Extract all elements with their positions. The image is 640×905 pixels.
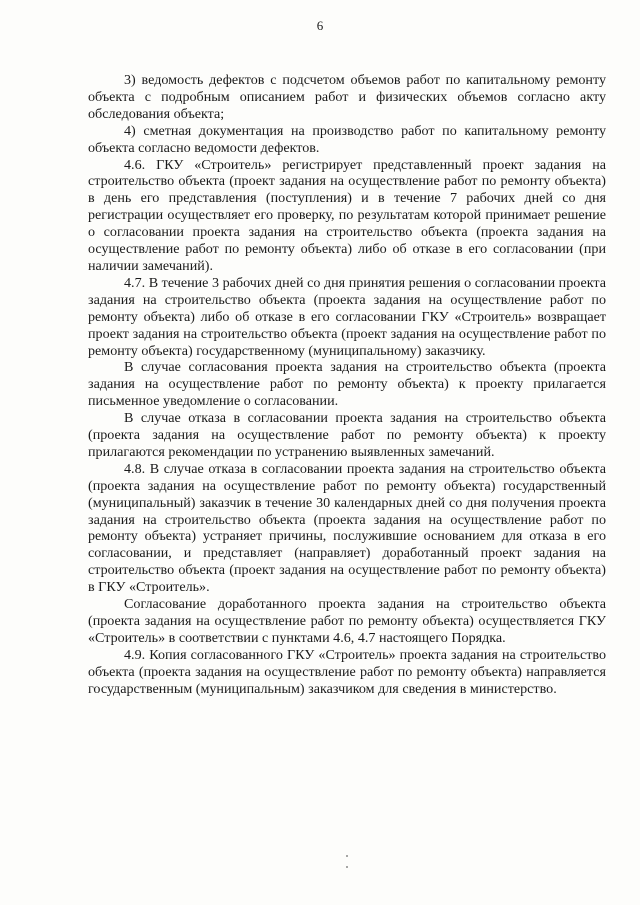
paragraph-4-6: 4.6. ГКУ «Строитель» регистрирует представленный проект задания на строительство объекта (проект задания на осуществление работ по ремонту объекта) в день его представления (поступления) и в течение 7 рабочих дней со дня регистрации осуществляет его проверку, по результатам которой принимает решение о согласовании проекта задания на строительство объекта (проекта задания на осуществление работ по ремонту объекта) либо об отказе в его согласовании (при наличии замечаний). — [88, 156, 606, 274]
paragraph-4-8: 4.8. В случае отказа в согласовании проекта задания на строительство объекта (проекта задания на осуществление работ по ремонту объекта) государственный (муниципальный) заказчик в течение 30 календарных дней со дня получения проекта задания на строительство объекта (проекта задания на осуществление работ по ремонту объекта) устраняет причины, послужившие основанием для отказа в его согласовании, и представляет (направляет) доработанный проект задания на строительство объекта (проект задания на осуществление работ по ремонту объекта) в ГКУ «Строитель». — [88, 460, 606, 596]
paragraph-revised-approval: Согласование доработанного проекта задания на строительство объекта (проекта задания на осуществление работ по ремонту объекта) осуществляется ГКУ «Строитель» в соответствии с пунктами 4.6, 4.7 настоящего Порядка. — [88, 596, 606, 646]
paragraph-item-4-estimate-docs: 4) сметная документация на производство работ по капитальному ремонту объекта согласно ведомости дефектов. — [88, 122, 606, 156]
document-body — [88, 72, 606, 698]
paragraph-4-9: 4.9. Копия согласованного ГКУ «Строитель» проекта задания на строительство объекта (проекта задания на осуществление работ по ремонту объекта) направляется государственным (муниципальным) заказчиком для сведения в министерство. — [88, 646, 606, 697]
scan-artifact — [346, 855, 348, 857]
paragraph-4-7: 4.7. В течение 3 рабочих дней со дня принятия решения о согласовании проекта задания на строительство объекта (проекта задания на осуществление работ по ремонту объекта) либо об отказе в его согласовании ГКУ «Строитель» возвращает проект задания на строительство объекта (проект задания на осуществление работ по ремонту объекта) государственному (муниципальному) заказчику. — [88, 274, 606, 359]
paragraph-refusal-case: В случае отказа в согласовании проекта задания на строительство объекта (проекта задания на осуществление работ по ремонту объекта) к проекту прилагаются рекомендации по устранению выявленных замечаний. — [88, 410, 606, 460]
page-number: 6 — [316, 18, 324, 33]
paragraph-item-3-defects-list: 3) ведомость дефектов с подсчетом объемов работ по капитальному ремонту объекта с подробным описанием работ и физических объемов согласно акту обследования объекта; — [88, 72, 606, 122]
paragraph-approval-case: В случае согласования проекта задания на строительство объекта (проекта задания на осуществление работ по ремонту объекта) к проекту прилагается письменное уведомление о согласовании. — [88, 359, 606, 410]
scan-artifact — [346, 866, 348, 868]
